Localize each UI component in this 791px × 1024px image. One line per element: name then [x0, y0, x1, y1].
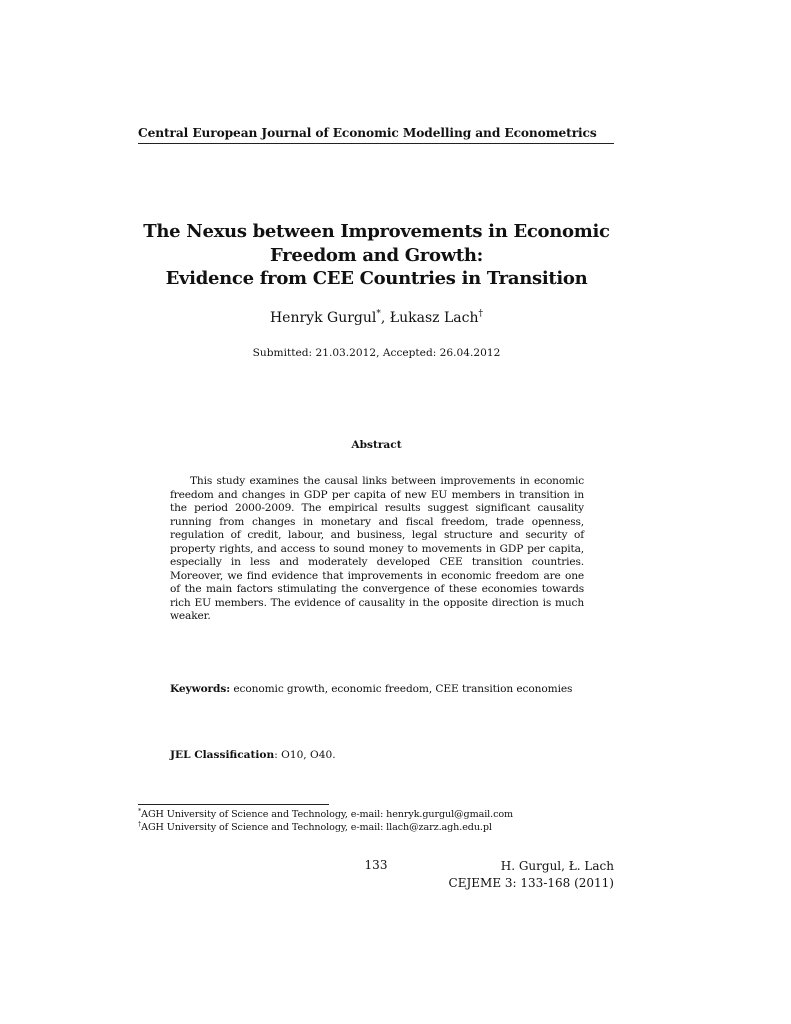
footnote-text: AGH University of Science and Technology, e-mail: llach@zarz.agh.edu.pl — [141, 822, 492, 833]
author-list — [160, 310, 593, 326]
footnote-mark: * — [138, 807, 142, 815]
footnote — [138, 808, 614, 821]
jel-value: : O10, O40. — [274, 749, 336, 761]
page-number: 133 — [364, 858, 388, 872]
article-title — [110, 220, 643, 291]
keywords-line — [170, 683, 600, 695]
author-name: Łukasz Lach — [389, 310, 479, 326]
author-footnote-mark: * — [376, 309, 381, 319]
footnotes — [138, 808, 614, 834]
footnote-text: AGH University of Science and Technology, e-mail: henryk.gurgul@gmail.com — [141, 809, 514, 820]
running-footer — [420, 858, 614, 892]
jel-classification-line — [170, 749, 600, 761]
keywords-value: economic growth, economic freedom, CEE transition economies — [233, 683, 573, 695]
title-line: Evidence from CEE Countries in Transition — [165, 268, 588, 289]
author-name: Henryk Gurgul — [269, 310, 377, 326]
title-line: The Nexus between Improvements in Economic — [143, 221, 610, 242]
journal-citation: CEJEME 3: 133-168 (2011) — [448, 876, 614, 890]
abstract-heading: Abstract — [351, 439, 402, 451]
author-separator: , — [380, 310, 390, 326]
footnote-divider — [138, 804, 329, 805]
submission-dates: Submitted: 21.03.2012, Accepted: 26.04.2012 — [252, 347, 501, 359]
keywords-label: Keywords: — [170, 683, 231, 695]
footnote — [138, 821, 614, 834]
footnote-mark: † — [138, 820, 142, 828]
running-authors: H. Gurgul, Ł. Lach — [500, 859, 614, 873]
journal-header: Central European Journal of Economic Modelling and Econometrics — [138, 126, 614, 144]
jel-label: JEL Classification — [170, 749, 275, 761]
abstract-text: This study examines the causal links between improvements in economic freedom and changes in GDP per capita of new EU members in transition in the period 2000-2009. The empirical results suggest significant causality running from changes in monetary and fiscal freedom, trade openness, regulation of credit, labour, and business, legal structure and security of property rights, and access to sound money to movements in GDP per capita, especially in less and moderately developed CEE transition countries. Moreover, we find evidence that improvements in economic freedom are one of the main factors stimulating the convergence of these economies towards rich EU members. The evidence of causality in the opposite direction is much weaker. — [170, 475, 584, 622]
title-line: Freedom and Growth: — [269, 244, 484, 266]
author-footnote-mark: † — [478, 309, 484, 319]
